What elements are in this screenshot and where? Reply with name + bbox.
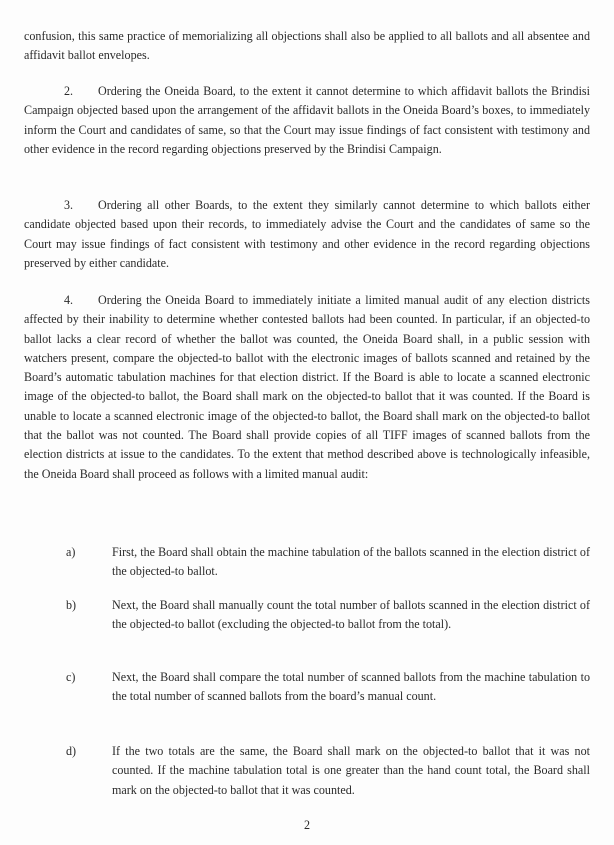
list-marker: d) <box>66 744 77 758</box>
paragraph-4 <box>24 291 590 484</box>
list-item-b <box>66 596 590 635</box>
list-item-text: If the two totals are the same, the Board shall mark on the objected-to ballot that it was not counted. If the machine tabulation total is one greater than the hand count total, the Board shall mark on the objected-to ballot that it was counted. <box>112 744 590 797</box>
paragraph-3 <box>24 196 590 273</box>
paragraph-number: 2. <box>64 84 74 98</box>
list-item-a <box>66 543 590 582</box>
paragraph-text: Ordering the Oneida Board to immediately initiate a limited manual audit of any election districts affected by their inability to determine whether contested ballots had been counted. In particular, if an objected-to ballot lacks a clear record of whether the ballot was counted, the Oneida Board shall, in a public session with watchers present, compare the objected-to ballot with the electronic images of ballots scanned and retained by the Board’s automatic tabulation machines for that election district. If the Board is able to locate a scanned electronic image of the objected-to ballot, the Board shall mark on the objected-to ballot that it was counted. If the Board is unable to locate a scanned electronic image of the objected-to ballot, the Board shall mark on the objected-to ballot that the ballot was not counted. The Board shall provide copies of all TIFF images of scanned ballots from the election districts at issue to the candidates. To the extent that method described above is technologically infeasible, the Oneida Board shall proceed as follows with a limited manual audit: <box>24 293 590 481</box>
list-marker: c) <box>66 670 76 684</box>
list-marker: b) <box>66 598 77 612</box>
list-item-text: Next, the Board shall manually count the total number of ballots scanned in the election district of the objected-to ballot (excluding the objected-to ballot from the total). <box>112 598 590 632</box>
list-marker: a) <box>66 545 76 559</box>
paragraph-number: 4. <box>64 293 74 307</box>
list-item-text: Next, the Board shall compare the total number of scanned ballots from the machine tabulation to the total number of scanned ballots from the board’s manual count. <box>112 670 590 704</box>
continuation-text: confusion, this same practice of memorializing all objections shall also be applied to all ballots and all absentee and affidavit ballot envelopes. <box>24 29 590 63</box>
paragraph-number: 3. <box>64 198 74 212</box>
paragraph-2 <box>24 82 590 159</box>
paragraph-text: Ordering all other Boards, to the extent they similarly cannot determine to which ballots either candidate objected based upon their records, to immediately advise the Court and the candidates of same so the Court may issue findings of fact consistent with testimony and other evidence in the record regarding objections preserved by either candidate. <box>24 198 590 270</box>
list-item-d <box>66 742 590 800</box>
continuation-paragraph <box>24 27 590 66</box>
page-number: 2 <box>303 818 311 832</box>
list-item-c <box>66 668 590 707</box>
list-item-text: First, the Board shall obtain the machine tabulation of the ballots scanned in the election district of the objected-to ballot. <box>112 545 590 579</box>
paragraph-text: Ordering the Oneida Board, to the extent it cannot determine to which affidavit ballots the Brindisi Campaign objected based upon the arrangement of the affidavit ballots in the Oneida Board’s boxes, to immediately inform the Court and candidates of same, so that the Court may issue findings of fact consistent with testimony and other evidence in the record regarding objections preserved by the Brindisi Campaign. <box>24 84 590 156</box>
